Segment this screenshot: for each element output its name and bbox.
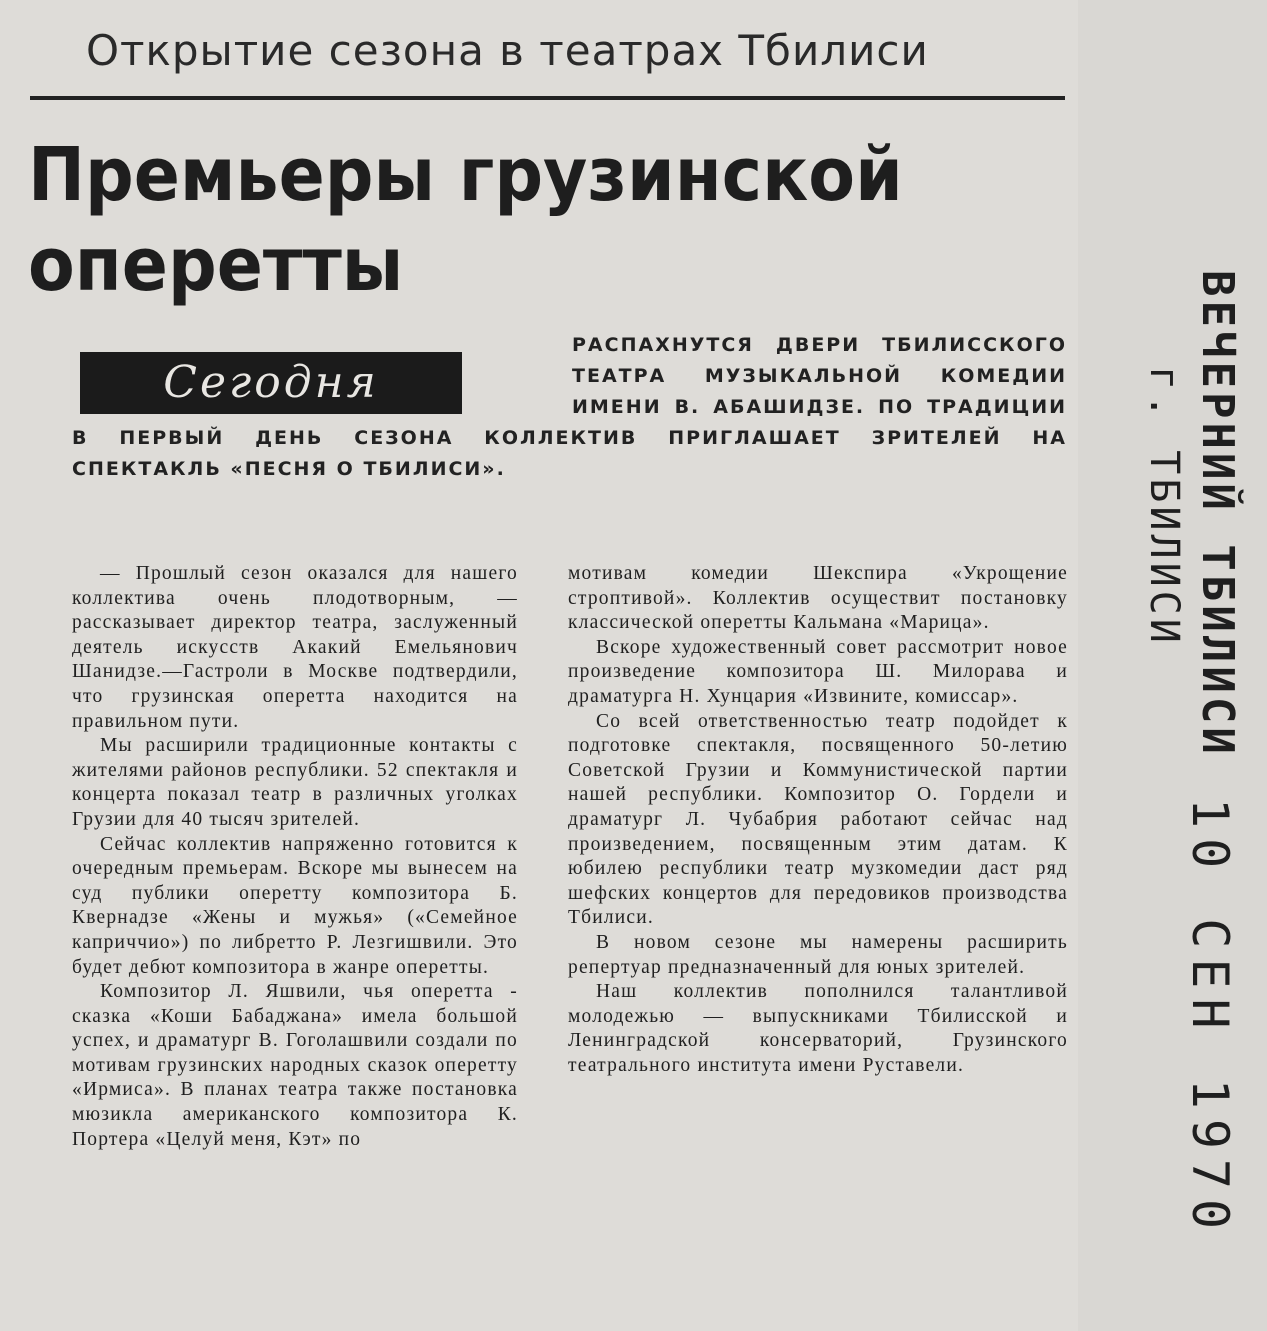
lead-text: РАСПАХНУТСЯ ДВЕРИ ТБИЛИССКОГО ТЕАТРА МУЗЫКАЛЬНОЙ КОМЕДИИ ИМЕНИ В. АБАШИДЗЕ. ПО ТРАДИЦИИ В ПЕРВЫЙ ДЕНЬ СЕЗОНА КОЛЛЕКТИВ ПРИГЛАШАЕТ ЗРИТЕЛЕЙ НА СПЕКТАКЛЬ «ПЕСНЯ О ТБИЛИСИ». [72, 334, 1067, 480]
date-stamp [1131, 270, 1251, 1270]
paragraph: Со всей ответственностью театр подойдет к подготовке спектакля, посвященного 50-летию Советской Грузии и Коммунистической партии нашей республики. Композитор О. Гордели и драматург Л. Чубабрия работают сейчас над произведением, посвященным этим датам. К юбилею республики театр музкомедии даст ряд шефских концертов для передовиков производства Тбилиси. [568, 710, 1068, 929]
stamp-date: 10 СЕН 1970 [1181, 798, 1239, 1240]
section-kicker: Открытие сезона в театрах Тбилиси [86, 26, 929, 75]
headline-line-2: оперетты [28, 222, 404, 308]
paragraph: Композитор Л. Яшвили, чья оперетта - сказка «Коши Бабаджана» имела большой успех, и драматург В. Гоголашвили создали по мотивам грузинских народных сказок оперетту «Ирмиса». В планах театра также постановка мюзикла американского композитора К. Портера «Целуй меня, Кэт» по [72, 981, 518, 1150]
paragraph: Мы расширили традиционные контакты с жителями районов республики. 52 спектакля и концерта показал театр в различных уголках Грузии для 40 тысяч зрителей. [72, 735, 518, 830]
headline-line-1: Премьеры грузинской [28, 132, 903, 218]
paragraph: Вскоре художественный совет рассмотрит новое произведение композитора Ш. Милорава и драматурга Н. Хунцария «Извините, комиссар». [568, 636, 1068, 707]
article-headline [28, 130, 948, 310]
article-column-1 [72, 562, 518, 1152]
article-column-2 [568, 562, 1068, 1078]
paragraph: мотивам комедии Шекспира «Укрощение строптивой». Коллектив осуществит постановку классической оперетты Кальмана «Марица». [568, 563, 1068, 634]
paragraph: Сейчас коллектив напряженно готовится к очередным премьерам. Вскоре мы вынесем на суд публики оперетту композитора Б. Квернадзе «Жены и мужья» («Семейное каприччио») по либретто Р. Лезгишвили. Это будет дебют композитора в жанре оперетты. [72, 833, 518, 978]
kicker-divider [30, 96, 1065, 100]
paragraph: В новом сезоне мы намерены расширить репертуар предназначенный для юных зрителей. [568, 931, 1068, 978]
stamp-city: г. ТБИЛИСИ [1141, 366, 1187, 647]
paragraph: Наш коллектив пополнился талантливой молодежью — выпускниками Тбилисской и Ленинградской консерваторий, Грузинского театрального института имени Руставели. [568, 981, 1068, 1076]
stamp-newspaper-name: ВЕЧЕРНИЙ ТБИЛИСИ [1192, 270, 1243, 758]
rubric-today: Сегодня [80, 352, 462, 414]
paragraph: — Прошлый сезон оказался для нашего коллектива очень плодотворным, — рассказывает директор театра, заслуженный деятель искусств Акакий Емельянович Шанидзе.—Гастроли в Москве подтвердили, что грузинская оперетта находится на правильном пути. [72, 563, 518, 732]
